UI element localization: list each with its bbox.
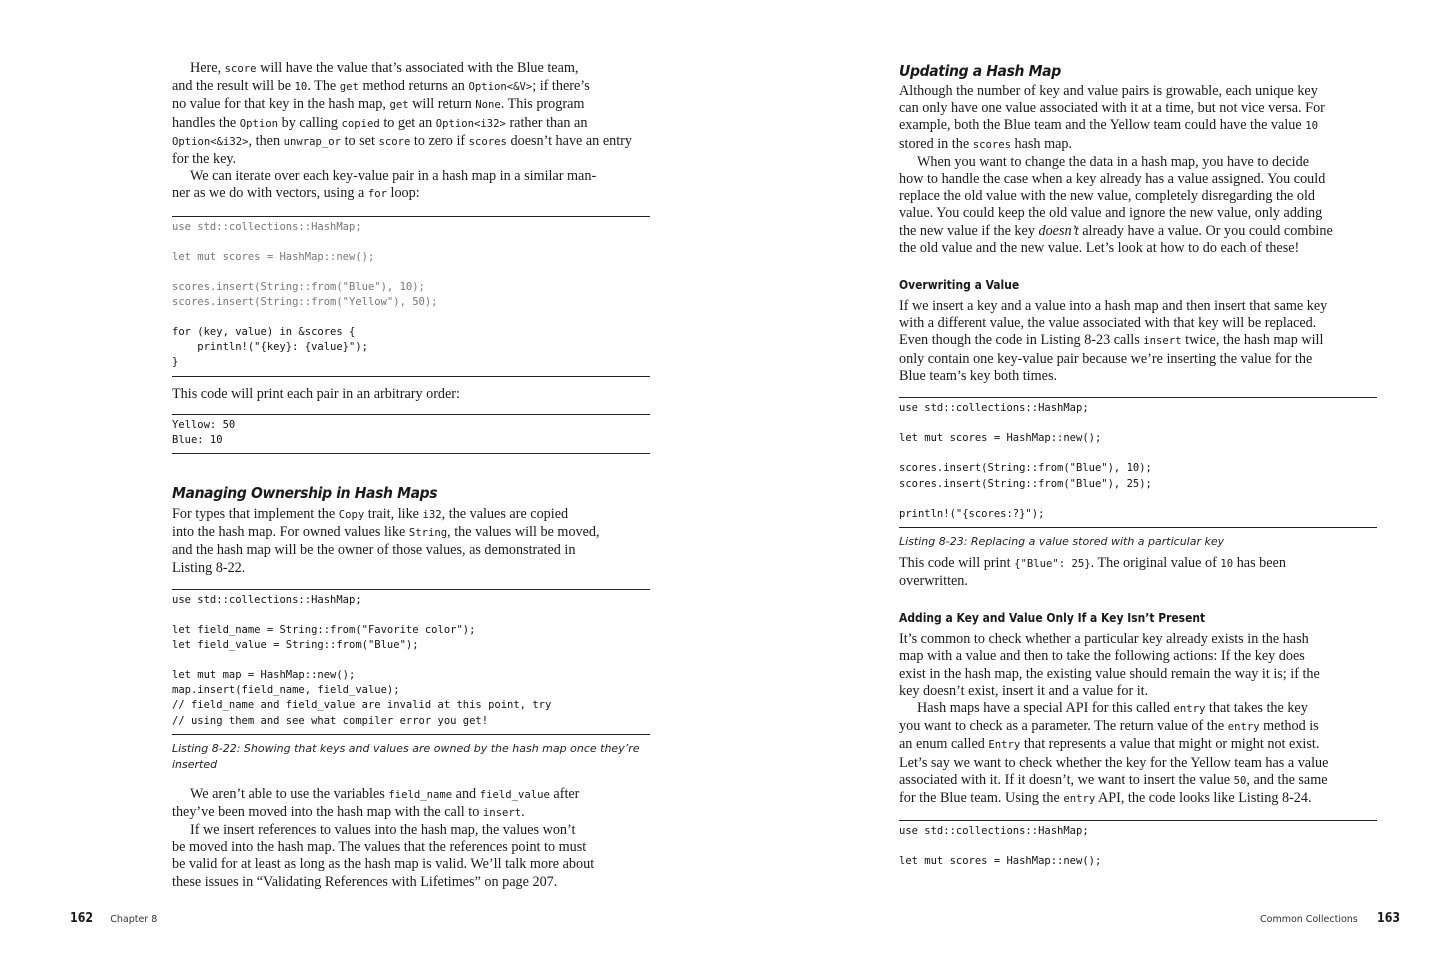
text-run: loop: (386, 185, 420, 202)
text-run: . The original value of (1090, 554, 1221, 571)
inline-code: Entry (988, 739, 1021, 752)
text-run: . This program handles the (172, 96, 585, 131)
text-run: API, the code looks like Listing 8-24. (1095, 790, 1312, 807)
code-text-dim: use std::collections::HashMap; let mut scores = HashMap::new(); scores.insert(String::from("Blue"), 10); scores.insert(String::from("Yellow"), 50); (172, 220, 438, 309)
inline-code: field_value (479, 788, 550, 801)
text-run: , the values will be moved, and the hash map will be the owner of those values, as demonstrated in Listing 8-22. (172, 524, 600, 576)
inline-code: {"Blue": 25} (1014, 557, 1091, 570)
code-listing (172, 216, 650, 377)
text-run: will have the value that’s associated with the Blue team, and the result will be (172, 60, 579, 95)
paragraph: This code will print each pair in an arbitrary order: (172, 385, 460, 402)
inline-code: get (389, 99, 409, 112)
text-run: , then (248, 132, 284, 149)
inline-code: None (475, 99, 501, 112)
code-text: for (key, value) in &scores { println!("{key}: {value}"); } (172, 326, 368, 369)
text-run: stored in the (899, 135, 970, 152)
text-run: trait, like (364, 505, 423, 522)
inline-code: Option<&V> (468, 81, 533, 94)
code-listing (899, 397, 1377, 528)
text-run: will return (408, 96, 476, 113)
inline-code: Option<&i32> (172, 135, 249, 148)
code-text: use std::collections::HashMap; let field_name = String::from("Favorite color"); let field_value = String::from("Blue"); let mut map = HashMap::new(); map.insert(field_name, field_value); // field_name and field_value are invalid at this point, try // using them and see what compiler error you get! (172, 593, 552, 727)
code-listing (172, 589, 650, 735)
inline-code: scores (468, 135, 507, 148)
inline-code: insert (1143, 335, 1182, 348)
inline-code: Option (239, 117, 279, 130)
text-run: twice, the hash map will only contain one key-value pair because we’re inserting the value for the Blue team’s key both times. (899, 332, 1324, 384)
inline-code: String (408, 527, 448, 540)
inline-code: field_name (388, 788, 453, 801)
chapter-title: Common Collections (1260, 914, 1358, 925)
text-run: Hash maps have a special API for this called (917, 700, 1174, 717)
text-run: hash map. (1010, 135, 1073, 152)
page-number: 162 (70, 911, 94, 926)
text-run: after they’ve been moved into the hash map with the call to (172, 785, 580, 820)
section-heading: Updating a Hash Map (899, 62, 1061, 80)
page-number: 163 (1376, 911, 1400, 926)
left-page (0, 0, 722, 954)
text-run: method is an enum called (899, 718, 1319, 753)
text-run: to get an (379, 114, 436, 131)
inline-code: entry (1063, 793, 1096, 806)
paragraph (899, 555, 1377, 590)
text-run: When you want to change the data in a hash map, you have to decide how to handle the case when a key already has a value assigned. You could replace the old value with the new value, completely disregarding the old value. You could keep the old value and ignore the new value, only adding the new value if the key (899, 153, 1326, 239)
inline-code: 50 (1233, 774, 1247, 787)
section-heading: Managing Ownership in Hash Maps (172, 483, 438, 502)
code-text: use std::collections::HashMap; let mut scores = HashMap::new(); (899, 825, 1102, 868)
subsection-heading: Overwriting a Value (899, 277, 1020, 293)
inline-code: Option<i32> (435, 117, 506, 130)
text-run: , the values are copied into the hash map. For owned values like (172, 505, 569, 541)
text-run: . (521, 803, 525, 820)
code-listing (899, 820, 1377, 874)
paragraph (899, 700, 1377, 808)
text-run: already have a value. Or you could combine the old value and the new value. Let’s look at how to do each of these! (899, 222, 1333, 256)
inline-code: 10 (1305, 120, 1318, 133)
text-run: that represents a value that might or might not exist. Let’s say we want to check whether the key for the Yellow team has a value associated with it. If it doesn’t, we want to insert the value (899, 736, 1329, 788)
text-run: method returns an (358, 78, 469, 95)
inline-code: score (378, 135, 411, 148)
chapter-label: Chapter 8 (110, 914, 158, 925)
inline-code: unwrap_or (283, 135, 342, 148)
inline-code: for (367, 188, 387, 201)
text-run: doesn’t have an entry for the key. (172, 132, 632, 168)
inline-code: 10 (1220, 557, 1234, 570)
text-run: , and the same for the Blue team. Using the (899, 771, 1328, 807)
inline-code: Copy (338, 508, 365, 521)
listing-caption: Listing 8-23: Replacing a value stored with a particular key (899, 534, 1225, 548)
text-run: by calling (278, 114, 342, 131)
inline-code: entry (1227, 721, 1260, 734)
text-run: ; if there’s no value for that key in the hash map, (172, 78, 590, 113)
output-text: Yellow: 50 Blue: 10 (172, 418, 236, 446)
inline-code: i32 (422, 508, 442, 521)
inline-code: get (339, 81, 359, 94)
paragraph (899, 83, 1377, 154)
inline-code: entry (1173, 703, 1206, 716)
text-run: to zero if (410, 132, 469, 149)
paragraph (899, 298, 1377, 385)
inline-code: scores (972, 138, 1011, 151)
paragraph (172, 506, 650, 577)
page-footer (1260, 907, 1402, 926)
code-text: use std::collections::HashMap; let mut scores = HashMap::new(); scores.insert(String::from("Blue"), 10); scores.insert(String::from("Blue"), 25); println!("{scores:?}"); (899, 402, 1152, 520)
inline-code: score (224, 63, 257, 75)
text-run: If we insert a key and a value into a hash map and then insert that same key with a different value, the value associated with that key will be replaced. Even though the code in Listing 8-23 calls (899, 298, 1328, 349)
text-run: Here, (190, 60, 225, 76)
text-run: to set (341, 132, 379, 149)
paragraph: If we insert references to values into the hash map, the values won’t be moved into the hash map. The values that the references point to must be valid for at least as long as the hash map is valid. We’ll talk more about these issues in “Validating References with Lifetimes” on page 207. (172, 822, 595, 890)
text-run: For types that implement the (172, 505, 339, 522)
text-run: and (452, 785, 480, 802)
paragraph (172, 60, 650, 168)
right-column (899, 60, 1377, 875)
paragraph (172, 168, 650, 203)
right-page (722, 0, 1445, 954)
text-run: . The (307, 78, 340, 95)
text-run: This code will print (899, 554, 1015, 571)
page-footer (68, 907, 157, 926)
paragraph (899, 154, 1377, 257)
text-run: that takes the key you want to check as a parameter. The return value of the (899, 700, 1308, 735)
listing-caption: Listing 8-22: Showing that keys and values are owned by the hash map once they’re inserted (172, 741, 640, 771)
text-run: Although the number of key and value pairs is growable, each unique key can only have one value associated with it at a time, but not vice versa. For example, both the Blue team and the Yellow team could have the value (899, 83, 1325, 134)
inline-code: 10 (294, 81, 308, 94)
text-run: We can iterate over each key-value pair in a hash map in a similar man- ner as we do with vectors, using a (172, 168, 597, 202)
text-run: has been overwritten. (899, 554, 1286, 589)
paragraph: It’s common to check whether a particular key already exists in the hash map with a value and then to take the following actions: If the key does exist in the hash map, the existing value should remain the way it is; if the key doesn’t exist, insert it and a value for it. (899, 631, 1320, 699)
inline-code: copied (341, 117, 380, 130)
emphasis: doesn’t (1038, 222, 1079, 239)
code-output (172, 414, 650, 454)
paragraph (172, 786, 650, 822)
inline-code: insert (482, 806, 522, 819)
left-column (172, 60, 650, 891)
text-run: rather than an (509, 114, 588, 131)
text-run: We aren’t able to use the variables (190, 785, 389, 802)
subsection-heading: Adding a Key and Value Only If a Key Isn’t Present (899, 610, 1206, 626)
